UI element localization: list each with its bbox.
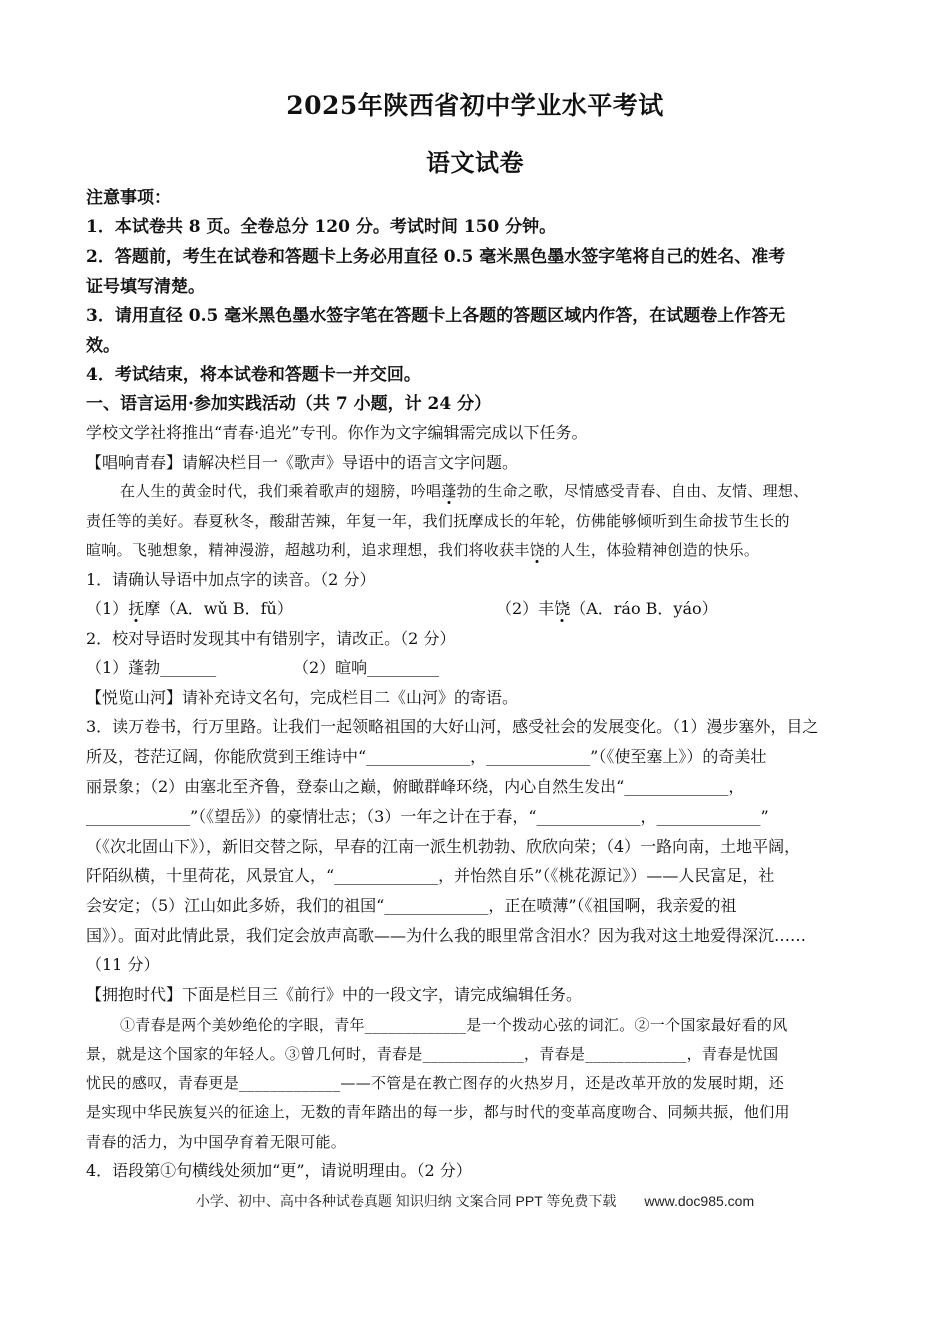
question-3-line-3: 丽景象；（2）由塞北至齐鲁，登泰山之巅，俯瞰群峰环绕，内心自然生发出“_____________， <box>86 777 745 796</box>
question-1-item-2 <box>496 597 866 621</box>
question-3-line-6: 阡陌纵横，十里荷花，风景宜人，“_____________，并怡然自乐”（《桃花源记》）——人民富足，社 <box>86 866 775 885</box>
dotted-char: 饶 <box>529 541 546 559</box>
question-3-line-4: _____________”（《望岳》）的豪情壮志；（3）一年之计在于春，“_____________，_____________” <box>86 807 769 826</box>
passage-3-line-5: 青春的活力，为中国孕育着无限可能。 <box>86 1133 347 1151</box>
passage-1-line-3 <box>86 538 866 562</box>
exam-subtitle: 语文试卷 <box>426 148 524 177</box>
question-4: 4．语段第①句横线处须加“更”，请说明理由。（2 分） <box>86 1161 472 1180</box>
footer-text: 小学、初中、高中各种试卷真题 知识归纳 文案合同 PPT 等免费下载 <box>195 1193 617 1209</box>
passage-text: 勃的生命之歌，尽情感受青春、自由、友情、理想、 <box>456 482 809 500</box>
question-2-item-1: （1）蓬勃_______ <box>86 658 217 677</box>
note-1: 1．本试卷共 8 页。全卷总分 120 分。考试时间 150 分钟。 <box>86 217 557 237</box>
passage-text: 在人生的黄金时代，我们乘着歌声的翅膀，吟唱 <box>120 482 442 500</box>
dotted-char: 饶 <box>554 599 571 618</box>
notes-heading: 注意事项： <box>86 188 171 208</box>
exam-title: 2025年陕西省初中学业水平考试 <box>286 91 664 120</box>
note-2-line-2: 证号填写清楚。 <box>86 277 205 297</box>
dotted-char: 抚 <box>128 599 145 618</box>
passage-3-line-4: 是实现中华民族复兴的征途上，无数的青年踏出的每一步，都与时代的变革高度吻合、同频共振，他们用 <box>86 1103 790 1121</box>
passage-text: 的人生，体验精神创造的快乐。 <box>545 541 760 559</box>
passage-1-line-2: 责任等的美好。春夏秋冬，酸甜苦辣，年复一年，我们抚摩成长的年轮，仿佛能够倾听到生命拔节生长的 <box>86 512 790 530</box>
passage-text: 暄响。飞驰想象，精神漫游，超越功利，追求理想，我们将收获丰 <box>86 541 530 559</box>
passage-3-line-3: 忧民的感叹，青春更是_____________——不管是在教亡图存的火热岁月，还是改革开放的发展时期，还 <box>86 1074 785 1092</box>
part-2-prompt: 【悦览山河】请补充诗文名句，完成栏目二《山河》的寄语。 <box>86 688 519 707</box>
question-3-line-9: （11 分） <box>86 955 160 974</box>
item-number: （2）丰 <box>496 599 555 618</box>
item-options: （A．ráo B．yáo） <box>570 599 718 618</box>
question-1-item-1 <box>86 597 466 621</box>
question-3-line-8: 国》）。面对此情此景，我们定会放声高歌——为什么我的眼里常含泪水？因为我对这土地爱得深沉…… <box>86 926 807 945</box>
passage-1-line-1 <box>120 479 866 503</box>
passage-3-line-1: ①青春是两个美妙绝伦的字眼，青年_____________是一个拨动心弦的词汇。②一个国家最好看的风 <box>120 1016 788 1034</box>
question-2-item-2: （2）暄响_________ <box>293 658 440 677</box>
note-3-line-1: 3．请用直径 0.5 毫米黑色墨水签字笔在答题卡上各题的答题区域内作答，在试题卷上作答无 <box>86 306 786 326</box>
footer-link[interactable]: www.doc985.com <box>644 1193 755 1209</box>
question-3-line-1: 3．读万卷书，行万里路。让我们一起领略祖国的大好山河，感受社会的发展变化。（1）漫步塞外，目之 <box>86 717 819 736</box>
part-1-prompt: 【唱响青春】请解决栏目一《歌声》导语中的语言文字问题。 <box>86 453 519 472</box>
passage-3-line-2: 景，就是这个国家的年轻人。③曾几何时，青春是_____________，青春是_____________，青春是忧国 <box>86 1045 779 1063</box>
question-3-line-5: （《次北固山下》），新旧交替之际，早春的江南一派生机勃勃、欣欣向荣；（4）一路向南，土地平阔， <box>86 837 801 856</box>
question-3-line-2: 所及，苍茫辽阔，你能欣赏到王维诗中“_____________，_____________”（《使至塞上》）的奇美壮 <box>86 747 767 766</box>
section-intro: 学校文学社将推出“青春·追光”专刊。你作为文字编辑需完成以下任务。 <box>86 423 588 442</box>
dotted-char: 蓬 <box>441 482 457 500</box>
question-2: 2．校对导语时发现其中有错别字，请改正。（2 分） <box>86 629 456 648</box>
question-3-line-7: 会安定；（5）江山如此多娇，我们的祖国“_____________，正在喷薄”（《祖国啊，我亲爱的祖 <box>86 896 737 915</box>
question-1: 1．请确认导语中加点字的读音。（2 分） <box>86 570 376 589</box>
part-3-prompt: 【拥抱时代】下面是栏目三《前行》中的一段文字，请完成编辑任务。 <box>86 985 583 1004</box>
item-options: 摩（A．wǔ B．fǔ） <box>144 599 293 618</box>
item-number: （1） <box>86 599 129 618</box>
section-1-heading: 一、语言运用·参加实践活动（共 7 小题，计 24 分） <box>86 394 492 414</box>
note-2-line-1: 2．答题前，考生在试卷和答题卡上务必用直径 0.5 毫米黑色墨水签字笔将自己的姓名、准考 <box>86 247 786 267</box>
note-3-line-2: 效。 <box>86 336 120 356</box>
page-footer <box>0 1191 950 1211</box>
note-4: 4．考试结束，将本试卷和答题卡一并交回。 <box>86 365 421 385</box>
